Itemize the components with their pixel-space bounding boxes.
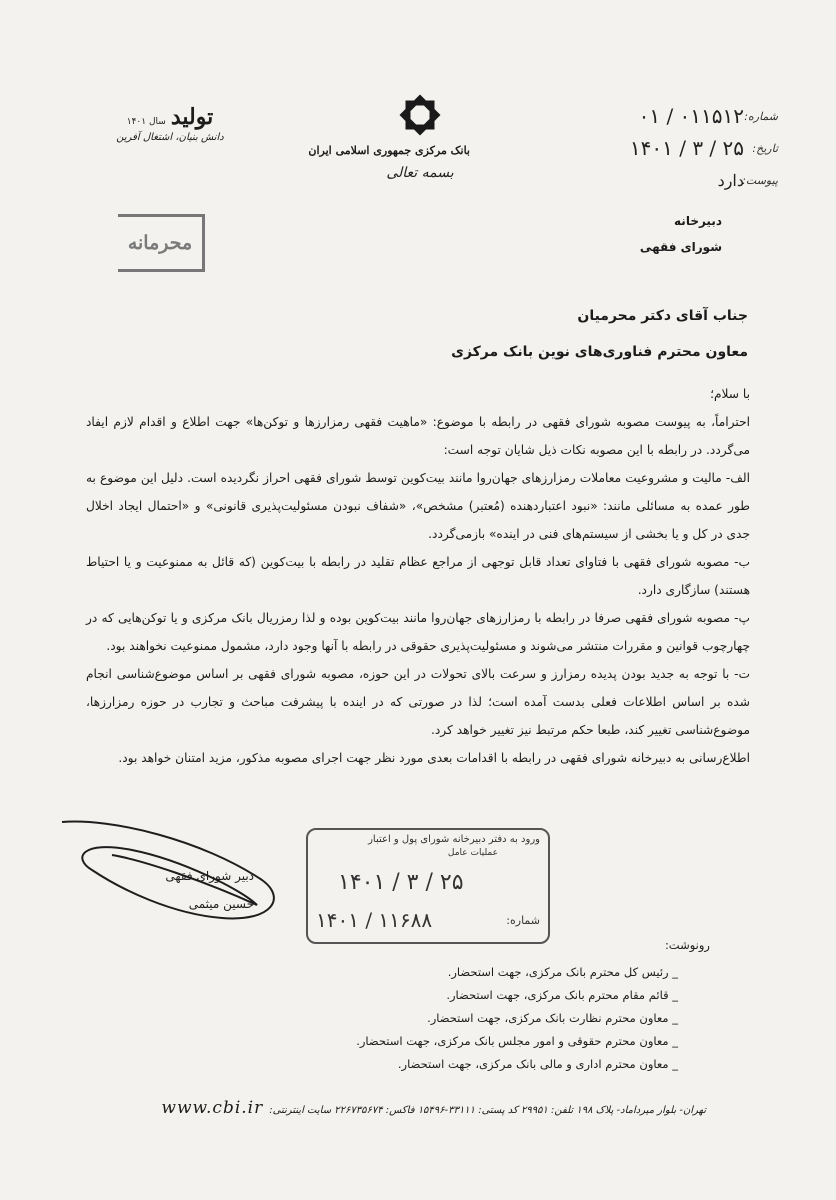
footer-address: تهران- بلوار میرداماد- پلاک ۱۹۸ تلفن: ۲۹۹۵۱ کد پستی: ۳۳۱۱۱-۱۵۴۹۶ فاکس: ۲۲۶۷۳۵۶۷۴ سایت اینترنتی: <box>269 1105 706 1116</box>
slogan-subtitle: دانش بنیان، اشتغال آفرین <box>116 132 224 143</box>
letter-body <box>86 380 750 772</box>
letter-number: ۰۱ / ۰۱۱۵۱۲ <box>638 104 744 128</box>
slogan-title: تولید <box>170 104 214 130</box>
letter-attachment-row <box>578 164 778 196</box>
cc-item: _ رئیس کل محترم بانک مرکزی، جهت استحضار. <box>258 961 678 984</box>
letter-date: ۱۴۰۱ / ۳ / ۲۵ <box>629 136 744 160</box>
bank-name: بانک مرکزی جمهوری اسلامی ایران <box>308 144 470 157</box>
registration-stamp-line1: ورود به دفتر دبیرخانه شورای پول و اعتبار <box>368 834 540 845</box>
registration-stamp-line2: عملیات عامل <box>447 848 498 858</box>
registration-date: ۱۴۰۱ / ۳ / ۲۵ <box>338 870 464 895</box>
registration-number: ۱۴۰۱ / ۱۱۶۸۸ <box>316 908 433 932</box>
signature-block <box>104 862 254 918</box>
letter-footer <box>161 1098 706 1118</box>
cc-item: _ معاون محترم اداری و مالی بانک مرکزی، جهت استحضار. <box>258 1053 678 1076</box>
cc-item: _ معاون محترم نظارت بانک مرکزی، جهت استحضار. <box>258 1007 678 1030</box>
letter-date-row <box>578 132 778 164</box>
year-slogan <box>110 104 230 143</box>
attachment-label: پیوست: <box>742 173 778 187</box>
cbi-emblem-icon <box>397 92 443 138</box>
footer-website: www.cbi.ir <box>161 1098 264 1118</box>
confidential-stamp: محرمانه <box>118 214 205 272</box>
signature-name: حسین میثمی <box>188 897 254 911</box>
date-label: تاریخ: <box>752 141 778 155</box>
cc-item: _ قائم مقام محترم بانک مرکزی، جهت استحضار. <box>258 984 678 1007</box>
recipient-title: معاون محترم فناوری‌های نوین بانک مرکزی <box>451 344 748 360</box>
body-paragraph: پ- مصوبه شورای فقهی صرفا در رابطه با رمزارزهای جهان‌روا مانند بیت‌کوین بوده و لذا رمزریال بانک مرکزی و یا توکن‌هایی که در چهارچوب قوانین و مقررات منتشر می‌شوند و مسئولیت‌پذیری حقوقی در رابطه با آنها وجود دارد، مشمول ممنوعیت نخواهند بود. <box>86 611 750 653</box>
cc-item: _ معاون محترم حقوقی و امور مجلس بانک مرکزی، جهت استحضار. <box>258 1030 678 1053</box>
signature-title: دبیر شورای فقهی <box>165 869 254 883</box>
registration-stamp <box>306 828 550 944</box>
registration-number-label: شماره: <box>506 914 540 927</box>
sender-line-2: شورای فقهی <box>639 240 722 254</box>
cc-list <box>258 934 710 1076</box>
recipient-block <box>451 298 748 370</box>
letter-number-row <box>578 100 778 132</box>
letter-meta <box>578 100 778 196</box>
sender-line-1: دبیرخانه <box>674 214 722 228</box>
body-paragraph: الف- مالیت و مشروعیت معاملات رمزارزهای جهان‌روا مانند بیت‌کوین توسط شورای فقهی احراز نگردیده است. دلیل این موضوع به طور عمده به مسائلی مانند: «نبود اعتباردهنده (مُعتبر) مشخص»، «شفاف نبودن مسئولیت‌پذیری قانونی» و «احتمال ایجاد اخلال جدی در کل و یا بخشی از سیستم‌های فنی در اینده» بازمی‌گردد. <box>86 471 750 541</box>
body-paragraph: ت- با توجه به جدید بودن پدیده رمزارز و سرعت بالای تحولات در این حوزه، مصوبه شورای فقهی بر اساس موضوع‌شناسی انجام شده بر اساس اطلاعات فعلی بدست آمده است؛ لذا در صورتی که در اینده با پیشرفت مباحث و تجارب در حوزه رمزارزها، موضوع‌شناسی تغییر کند، طبعا حکم مرتبط نیز تغییر خواهد کرد. <box>86 667 750 737</box>
body-paragraph: اطلاع‌رسانی به دبیرخانه شورای فقهی در رابطه با اقدامات بعدی مورد نظر جهت اجرای مصوبه مذکور، مزید امتنان خواهد بود. <box>118 751 750 765</box>
cc-heading: رونوشت: <box>664 938 710 952</box>
body-paragraph: ب- مصوبه شورای فقهی با فتاوای تعداد قابل توجهی از مراجع عظام تقلید در رابطه با بیت‌کوین (که قائل به ممنوعیت و یا احتیاط هستند) سازگاری دارد. <box>86 555 750 597</box>
sender-block <box>640 208 722 260</box>
recipient-name: جناب آقای دکتر محرمیان <box>577 308 748 324</box>
bank-motto: بسمه تعالی <box>386 165 454 181</box>
greeting: با سلام؛ <box>710 387 750 401</box>
number-label: شماره: <box>744 109 778 123</box>
bank-logo-block <box>308 92 470 181</box>
letter-attachment: دارد <box>717 170 744 190</box>
body-paragraph: احتراماً، به پیوست مصوبه شورای فقهی در رابطه با موضوع: «ماهیت فقهی رمزارزها و توکن‌ها» جهت اطلاع و اقدام لازم ایفاد می‌گردد. در رابطه با این مصوبه نکات ذیل شایان توجه است: <box>86 415 750 457</box>
slogan-year: سال ۱۴۰۱ <box>126 117 166 127</box>
